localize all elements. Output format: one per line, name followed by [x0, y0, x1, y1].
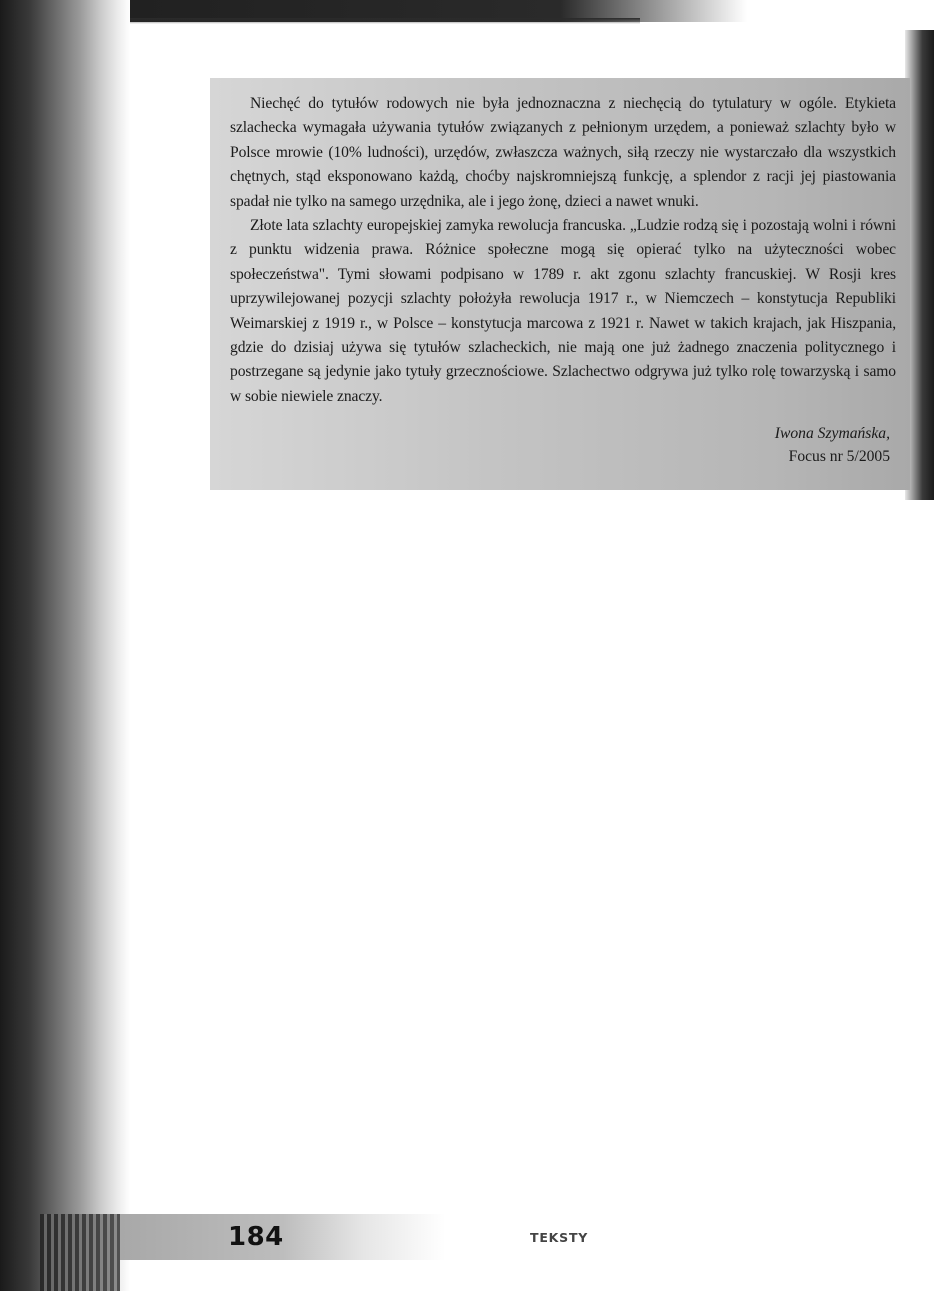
article-signature — [775, 422, 890, 468]
book-gutter-shadow — [0, 0, 130, 1291]
gutter-bottom-marks — [40, 1214, 120, 1291]
quoted-article-box — [210, 78, 910, 490]
scan-top-edge — [0, 0, 934, 22]
running-footer-section: TEKSTY — [530, 1230, 589, 1245]
article-paragraph-2: Złote lata szlachty europejskiej zamyka rewolucja francuska. „Ludzie rodzą się i pozostają wolni i równi z punktu widzenia prawa. Różnice społeczne mogą się opierać tylko na użyteczności wobec społeczeństwa". Tymi słowami podpisano w 1789 r. akt zgonu szlachty francuskiej. W Rosji kres uprzywilejowanej pozycji szlachty położyła rewolucja 1917 r., w Niemczech – konstytucja Republiki Weimarskiej z 1919 r., w Polsce – konstytucja marcowa z 1921 r. Nawet w takich krajach, jak Hiszpania, gdzie do dzisiaj używa się tytułów szlacheckich, nie mają one już żadnego znaczenia politycznego i postrzegane są jedynie jako tytuły grzecznościowe. Szlachectwo odgrywa już tylko rolę towarzyską i samo w sobie niewiele znaczy. — [230, 217, 896, 405]
article-paragraph-1: Niechęć do tytułów rodowych nie była jednoznaczna z niechęcią do tytulatury w ogóle. Etykieta szlachecka wymagała używania tytułów związanych z pełnionym urzędem, a ponieważ szlachty było w Polsce mrowie (10% ludności), urzędów, zwłaszcza ważnych, siłą rzeczy nie wystarczało dla wszystkich chętnych, stąd eksponowano każdą, choćby najskromniejszą funkcję, a splendor z racji jej piastowania spadał nie tylko na samego urzędnika, ale i jego żonę, dzieci a nawet wnuki. — [230, 95, 896, 210]
article-author: Iwona Szymańska, — [774, 425, 890, 442]
article-source: Focus nr 5/2005 — [788, 448, 890, 465]
page-number: 184 — [228, 1222, 284, 1252]
